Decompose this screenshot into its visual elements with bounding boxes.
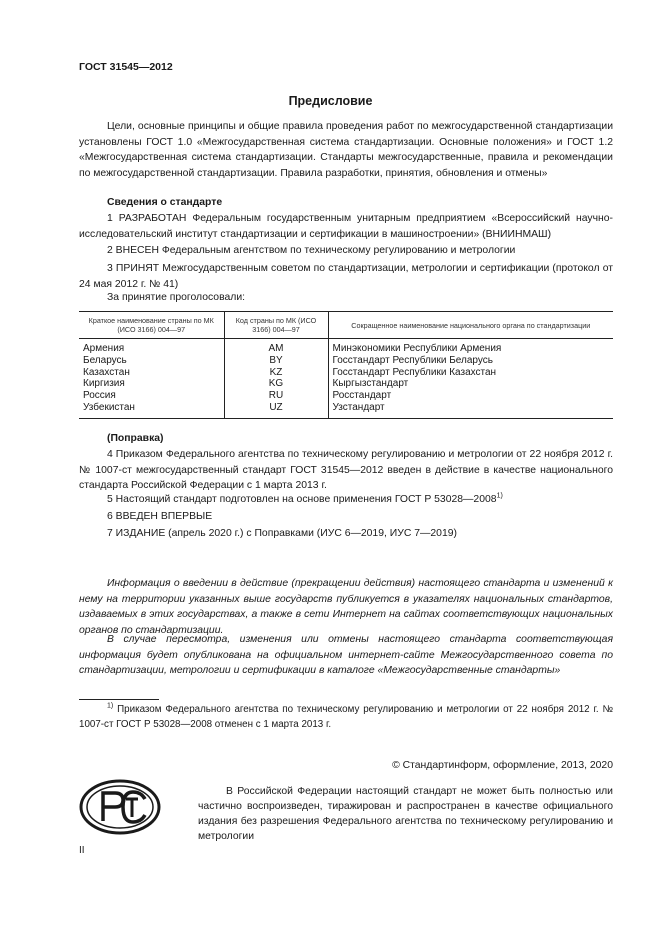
body-cell: Росстандарт xyxy=(328,390,613,402)
document-header: ГОСТ 31545—2012 xyxy=(79,61,173,73)
code-cell: AM xyxy=(224,339,328,355)
section-heading: Сведения о стандарте xyxy=(107,197,223,208)
country-cell: Киргизия xyxy=(83,378,125,390)
body-cell: Узстандарт xyxy=(328,402,613,418)
item-1: 1 РАЗРАБОТАН Федеральным государственным унитарным предприятием «Всероссийский научно-исследовательский институт стандартизации и сертификации в машиностроении» (ВНИИНМАШ) xyxy=(79,213,613,240)
country-cell: Беларусь xyxy=(83,354,127,366)
rights-notice: В Российской Федерации настоящий стандарт не может быть полностью или частично воспроизведен, тиражирован и распространен в качестве официального издания без разрешения Федерального агентства по техническому регулированию и метрологии xyxy=(198,786,613,842)
table-header-body: Сокращенное наименование национального органа по стандартизации xyxy=(328,312,613,339)
table-header-code: Код страны по МК (ИСО 3166) 004—97 xyxy=(224,312,328,339)
table-row xyxy=(79,390,613,402)
page-title: Предисловие xyxy=(288,94,373,108)
amendment-label: (Поправка) xyxy=(107,433,164,444)
info-paragraph-1: Информация о введении в действие (прекращении действия) настоящего стандарта и изменений к нему на территории указанных выше государств публикуется в указателях национальных стандартов, издаваемых в этих государствах, а также в сети Интернет на сайтах соответствующих национальных органов по стандартизации. xyxy=(79,578,613,636)
country-cell: Казахстан xyxy=(83,366,130,378)
item-2: 2 ВНЕСЕН Федеральным агентством по техническому регулированию и метрологии xyxy=(107,245,516,256)
table-row xyxy=(79,339,613,355)
item-5 xyxy=(79,492,613,508)
code-cell: UZ xyxy=(224,402,328,418)
country-cell: Россия xyxy=(83,390,116,402)
code-cell: KZ xyxy=(224,367,328,379)
info-paragraph-2: В случае пересмотра, изменения или отмены настоящего стандарта соответствующая информация будет опубликована на официальном интернет-сайте Межгосударственного совета по стандартизации, метрологии и сертификации в каталоге «Межгосударственные стандарты» xyxy=(79,634,613,676)
footnote xyxy=(79,702,613,732)
voted-label: За принятие проголосовали: xyxy=(107,292,246,303)
rst-logo-icon xyxy=(79,779,161,835)
code-cell: RU xyxy=(224,390,328,402)
table-row xyxy=(79,355,613,367)
page-number: II xyxy=(79,845,85,856)
body-cell: Кыргызстандарт xyxy=(328,378,613,390)
intro-paragraph: Цели, основные принципы и общие правила проведения работ по межгосударственной стандартизации установлены ГОСТ 1.0 «Межгосударственная система стандартизации. Основные положения» и ГОСТ 1.2 «Межгосударственная система стандартизации. Стандарты межгосударственные, правила и рекомендации по межгосударственной стандартизации. Правила разработки, принятия, обновления и отмены» xyxy=(79,121,613,179)
body-cell: Минэкономики Республики Армения xyxy=(328,339,613,355)
code-cell: BY xyxy=(224,355,328,367)
item-4: 4 Приказом Федерального агентства по техническому регулированию и метрологии от 22 ноября 2012 г. № 1007-ст межгосударственный стандарт ГОСТ 31545—2012 введен в действие в качестве национального стандарта Российской Федерации с 1 марта 2013 г. xyxy=(79,449,613,491)
country-cell: Узбекистан xyxy=(79,402,224,418)
footnote-divider xyxy=(79,699,159,700)
footnote-mark: 1) xyxy=(107,702,114,710)
table-header-row xyxy=(79,312,613,339)
table-header-country: Краткое наименование страны по МК (ИСО 3166) 004—97 xyxy=(79,312,224,339)
body-cell: Госстандарт Республики Казахстан xyxy=(328,367,613,379)
code-cell: KG xyxy=(224,378,328,390)
item-6: 6 ВВЕДЕН ВПЕРВЫЕ xyxy=(107,511,213,522)
table-row xyxy=(79,367,613,379)
body-cell: Госстандарт Республики Беларусь xyxy=(328,355,613,367)
table-row xyxy=(79,378,613,390)
item-3: 3 ПРИНЯТ Межгосударственным советом по стандартизации, метрологии и сертификации (протокол от 24 мая 2012 г. № 41) xyxy=(79,263,613,290)
item-5-footnote-ref: 1) xyxy=(496,492,503,500)
footnote-text: Приказом Федерального агентства по техническому регулированию и метрологии от 22 ноября 2012 г. № 1007-ст ГОСТ Р 53028—2008 отменен с 1 марта 2013 г. xyxy=(79,704,613,730)
table-row xyxy=(79,402,613,418)
item-7: 7 ИЗДАНИЕ (апрель 2020 г.) с Поправками (ИУС 6—2019, ИУС 7—2019) xyxy=(107,528,457,539)
item-5-text: 5 Настоящий стандарт подготовлен на основе применения ГОСТ Р 53028—2008 xyxy=(107,494,497,505)
copyright-line: © Стандартинформ, оформление, 2013, 2020 xyxy=(392,760,613,771)
country-cell: Армения xyxy=(83,343,125,354)
voting-table xyxy=(79,311,613,419)
